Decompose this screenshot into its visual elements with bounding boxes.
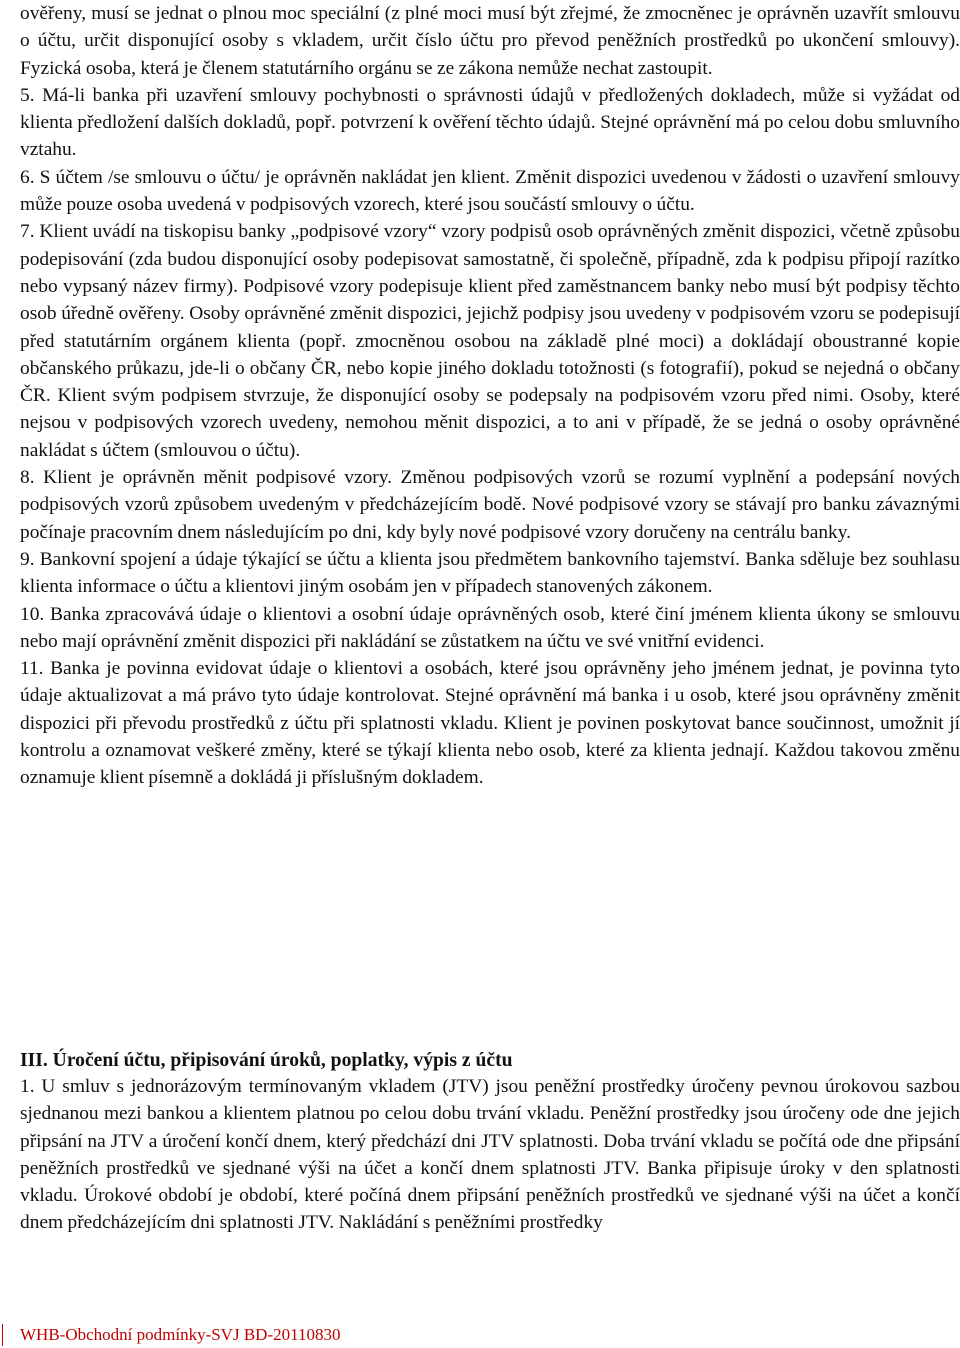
- paragraph-11: 11. Banka je povinna evidovat údaje o klientovi a osobách, které jsou oprávněny jeho jménem jednat, je povinna tyto údaje aktualizovat a má právo tyto údaje kontrolovat. Stejné oprávnění má banka i u osob, které jsou oprávněny změnit dispozici při převodu prostředků z účtu při splatnosti vkladu. Klient je povinen poskytovat bance součinnost, umožnit jí kontrolu a oznamovat veškeré změny, které se týkají klienta nebo osob, které za klienta jednají. Každou takovou změnu oznamuje klient písemně a dokládá ji příslušným dokladem.: [20, 658, 960, 789]
- paragraph-8: 8. Klient je oprávněn měnit podpisové vzory. Změnou podpisových vzorů se rozumí vyplnění a podepsání nových podpisových vzorů způsobem uvedeným v předcházejícím bodě. Nové podpisové vzory se stávají pro banku závaznými počínaje pracovním dnem následujícím po dni, kdy byly nové podpisové vzory doručeny na centrálu banky.: [20, 467, 960, 543]
- section-paragraph-1: 1. U smluv s jednorázovým termínovaným vkladem (JTV) jsou peněžní prostředky úročeny pevnou úrokovou sazbou sjednanou mezi bankou a klientem platnou po celou dobu trvání vkladu. Peněžní prostředky jsou úročeny ode dne jejich připsání na JTV a úročení končí dnem, který předchází dni JTV splatnosti. Doba trvání vkladu se počítá ode dne připsání peněžních prostředků ve sjednané výši na účet a končí dnem splatnosti JTV. Banka připisuje úroky v den splatnosti vkladu. Úrokové období je období, které počíná dnem připsání peněžních prostředků ve sjednané výši na účet a končí dnem předcházejícím dni splatnosti JTV. Nakládání s peněžními prostředky: [20, 1076, 960, 1234]
- paragraph-5: 5. Má-li banka při uzavření smlouvy pochybnosti o správnosti údajů v předložených dokladech, může si vyžádat od klienta předložení dalších dokladů, popř. potvrzení k ověření těchto údajů. Stejné oprávnění má po celou dobu smluvního vztahu.: [20, 84, 960, 161]
- paragraph-9: 9. Bankovní spojení a údaje týkající se účtu a klienta jsou předmětem bankovního tajemství. Banka sděluje bez souhlasu klienta informace o účtu a klientovi jiným osobám jen v případech stanovených zákonem.: [20, 548, 960, 598]
- paragraph-6: 6. S účtem /se smlouvu o účtu/ je oprávněn nakládat jen klient. Změnit dispozici uvedenou v žádosti o uzavření smlouvy může pouze osoba uvedená v podpisových vzorech, které jsou součástí smlouvy o účtu.: [20, 166, 960, 216]
- section-body: [20, 1073, 960, 1237]
- page-footer: [0, 1322, 960, 1348]
- paragraph-7: 7. Klient uvádí na tiskopisu banky „podpisové vzory“ vzory podpisů osob oprávněných změnit dispozici, včetně způsobu podepisování (zda budou disponující osoby podepisovat samostatně, či společně, případně, zda k podpisu připojí razítko nebo vypsaný název firmy). Podpisové vzory podepisuje klient před zaměstnancem banky nebo musí být podpisy těchto osob úředně ověřeny. Osoby oprávněné změnit dispozici, jejichž podpisy jsou uvedeny v podpisovém vzoru se podepisují před statutárním orgánem klienta (popř. zmocněnou osobou na základě plné moci) a dokládají oboustranné kopie občanského průkazu, jde-li o občany ČR, nebo kopie jiného dokladu totožnosti (s fotografií), pokud se nejedná o občany ČR. Klient svým podpisem stvrzuje, že disponující osoby se podepsaly na podpisovém vzoru před nimi. Osoby, které nejsou v podpisových vzorech uvedeny, nemohou měnit dispozici, a to ani v případě, že se jedná o osoby oprávněné nakládat s účtem (smlouvou o účtu).: [20, 221, 960, 461]
- paragraph-10: 10. Banka zpracovává údaje o klientovi a osobní údaje oprávněných osob, které činí jménem klienta úkony se smlouvu nebo mají oprávnění změnit dispozici při nakládání se zůstatkem na účtu ve své vnitřní evidenci.: [20, 603, 960, 652]
- footer-text: WHB-Obchodní podmínky-SVJ BD-20110830: [20, 1325, 341, 1344]
- paragraph-continued: ověřeny, musí se jednat o plnou moc speciální (z plné moci musí být zřejmé, že zmocněnec je oprávněn uzavřít smlouvu o účtu, určit disponující osoby s vkladem, určit číslo účtu pro převod peněžních prostředků po ukončení smlouvy). Fyzická osoba, která je členem statutárního orgánu se ze zákona nemůže nechat zastoupit.: [20, 3, 960, 79]
- footer-rule: [2, 1324, 3, 1346]
- document-body: [20, 0, 960, 792]
- section-heading: III. Úročení účtu, připisování úroků, poplatky, výpis z účtu: [20, 1050, 513, 1071]
